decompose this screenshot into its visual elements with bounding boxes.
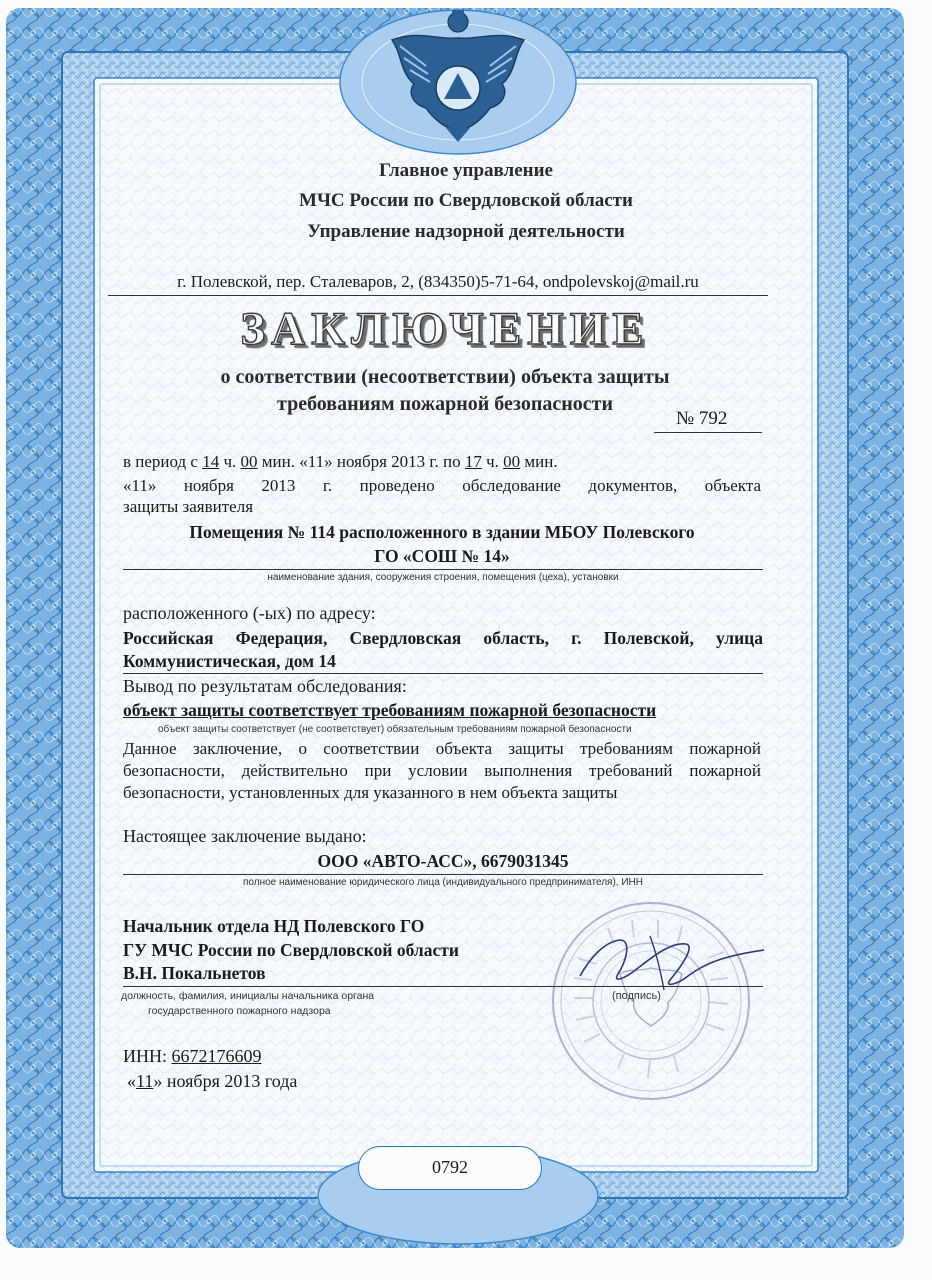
period-line3: защиты заявителя (123, 497, 254, 516)
date-day: 11 (136, 1071, 154, 1091)
inn-label: ИНН: (123, 1046, 167, 1066)
signature-caption: (подпись) (612, 990, 661, 1002)
address-line1: Российская Федерация, Свердловская область, г. Полевской, улица (123, 628, 763, 648)
subtitle-line2: требованиям пожарной безопасности (277, 393, 613, 415)
signatory-line2: ГУ МЧС России по Свердловской области (123, 940, 459, 960)
date-open: « (127, 1071, 136, 1091)
serial-number: 0792 (432, 1157, 468, 1177)
conclusion-text: Данное заключение, о соответствии объекта защиты требованиям пожарной безопасности, действительно при условии выполнения требований пожарной безопасности, установленных для указанного в нем объекта защиты (123, 739, 761, 802)
period-minute-from: 00 (240, 452, 258, 471)
signatory-caption1: должность, фамилия, инициалы начальника органа (121, 990, 375, 1002)
number-rule (654, 432, 762, 433)
conclusion-label: Вывод по результатам обследования: (123, 676, 407, 696)
period-middle: мин. «11» ноября 2013 г. по (261, 452, 461, 471)
emcom-eagle-emblem-icon (378, 10, 538, 150)
period-hour-unit: ч. (223, 452, 237, 471)
inn-value: 6672176609 (171, 1046, 262, 1066)
page-title: ЗАКЛЮЧЕНИЕ (240, 303, 650, 355)
issued-rule (123, 874, 763, 875)
header-line2: МЧС России по Свердловской области (299, 190, 633, 211)
date-line (127, 1071, 297, 1092)
period-prefix: в период с (123, 452, 198, 471)
address-rule (108, 295, 768, 296)
signatory-caption2: государственного пожарного надзора (148, 1005, 331, 1017)
signatory-line3: В.Н. Покальнетов (123, 963, 266, 983)
period-hour-to: 17 (464, 452, 482, 471)
address-block-rule (123, 673, 763, 674)
object-caption: наименование здания, сооружения строения, помещения (цеха), установки (267, 572, 619, 583)
subtitle-line1: о соответствии (несоответствии) объекта защиты (220, 366, 670, 388)
address-label: расположенного (-ых) по адресу: (123, 603, 376, 623)
issued-caption: полное наименование юридического лица (индивидуального предпринимателя), ИНН (242, 877, 643, 888)
period-line2: «11» ноября 2013 г. проведено обследование документов, объекта (123, 476, 761, 495)
period-suffix: мин. (524, 452, 558, 471)
document-number: № 792 (676, 408, 728, 429)
issued-label: Настоящее заключение выдано: (123, 826, 367, 846)
serial-badge (358, 1146, 542, 1190)
header-line1: Главное управление (379, 160, 553, 181)
conclusion-value: объект защиты соответствует требованиям пожарной безопасности (123, 700, 657, 720)
period-line1 (123, 452, 558, 472)
signatory-rule (123, 986, 763, 987)
header-address: г. Полевской, пер. Сталеваров, 2, (834350)5-71-64, ondpolevskoj@mail.ru (177, 272, 699, 291)
object-name-line2: ГО «СОШ № 14» (374, 546, 510, 566)
conclusion-caption: объект защиты соответствует (не соответствует) обязательным требованиям пожарной безопасности (158, 724, 632, 735)
object-rule (123, 569, 763, 570)
signature-icon (560, 928, 770, 998)
signatory-line1: Начальник отдела НД Полевского ГО (123, 916, 425, 936)
object-name-line1: Помещения № 114 расположенного в здании МБОУ Полевского (189, 522, 695, 542)
inn-line (123, 1046, 262, 1067)
header-line3: Управление надзорной деятельности (307, 221, 625, 242)
issued-value: ООО «АВТО-АСС», 6679031345 (317, 851, 569, 871)
period-hour-from: 14 (202, 452, 220, 471)
period-minute-to: 00 (503, 452, 521, 471)
address-line2: Коммунистическая, дом 14 (123, 651, 336, 671)
date-rest: » ноября 2013 года (153, 1071, 298, 1091)
period-hour-unit-2: ч. (486, 452, 499, 471)
